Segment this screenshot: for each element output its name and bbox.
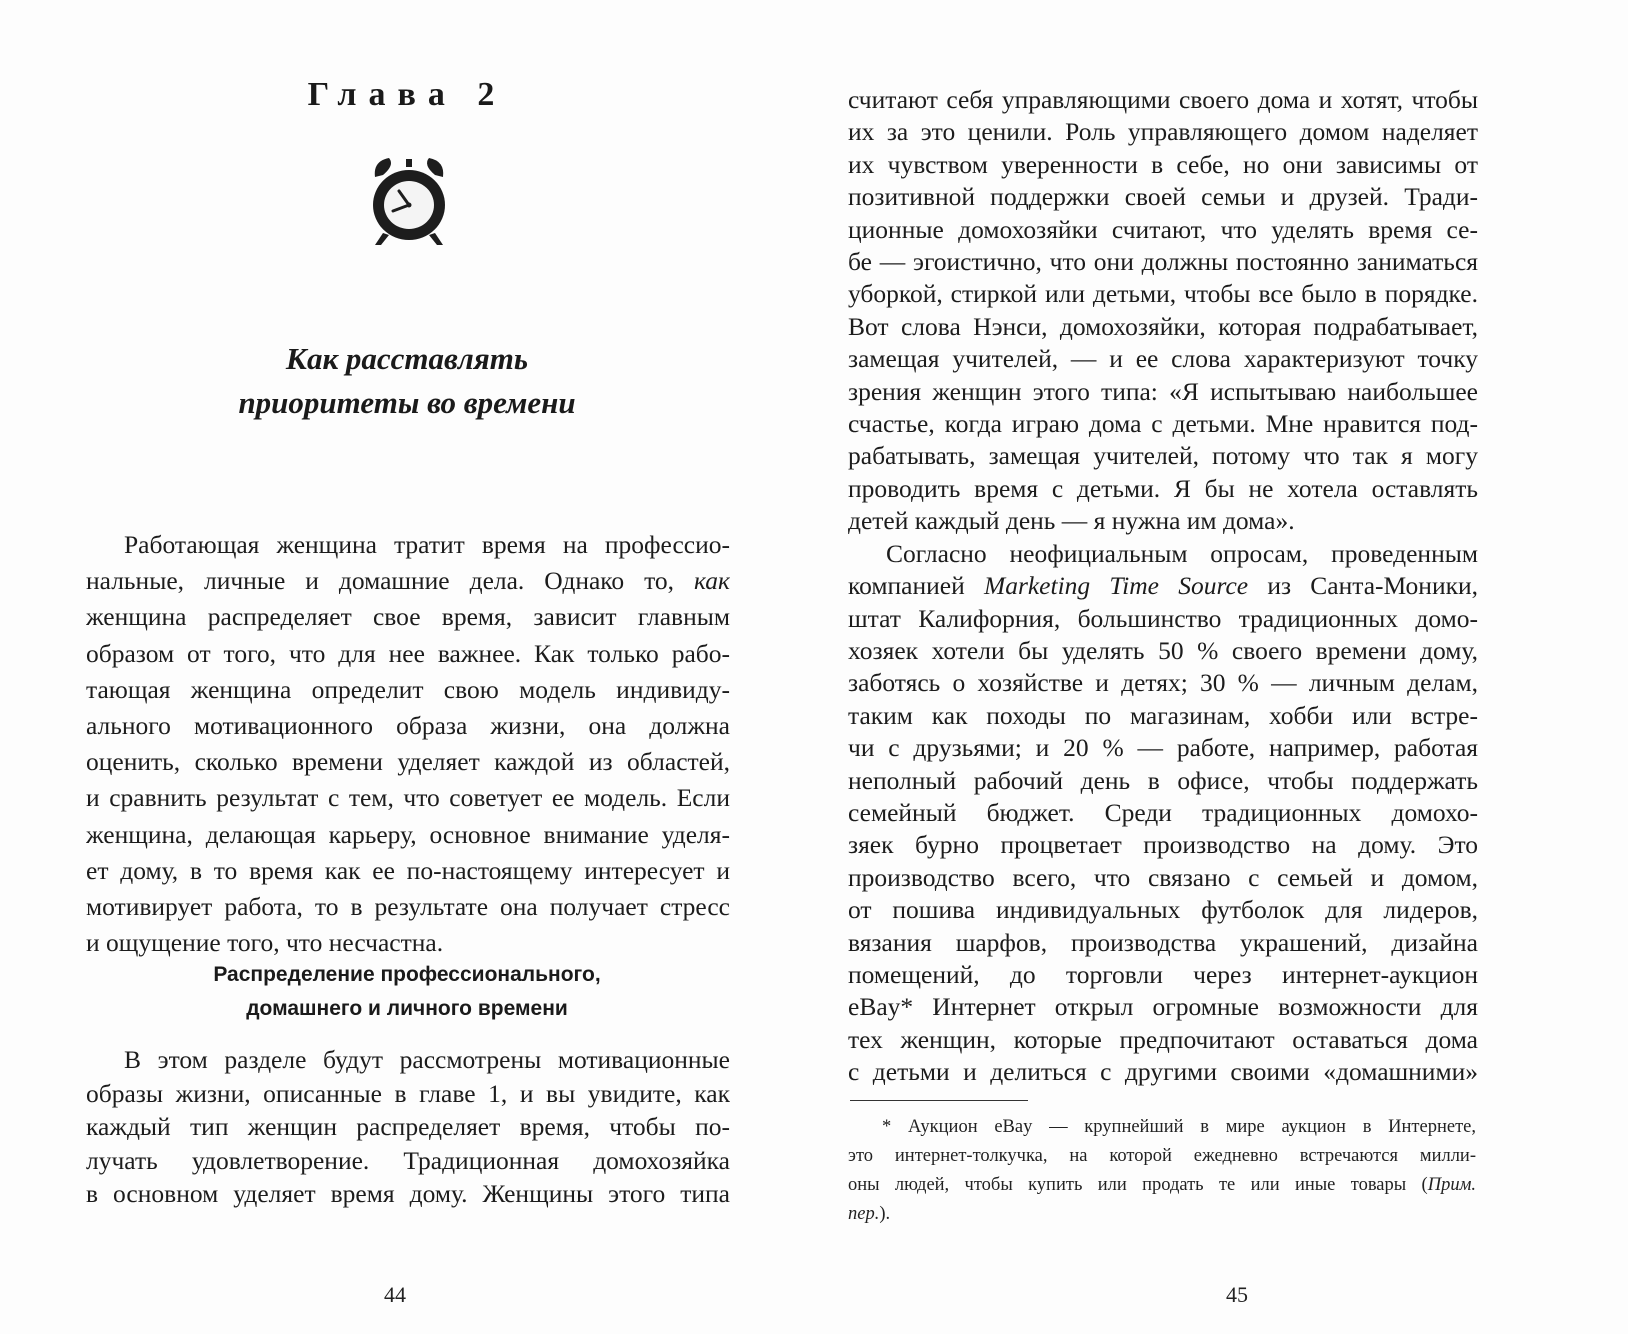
footnote-italic: Прим. (1427, 1175, 1476, 1195)
text-line: компанией Marketing Time Source из Санта-Моники, (848, 571, 1478, 601)
footnote-italic: пер. (848, 1204, 880, 1224)
text-line: тех женщин, которые предпочитают оставаться дома (848, 1024, 1478, 1054)
intro-paragraph (86, 527, 730, 961)
text-line: чи с друзьями; и 20 % — работе, например, работая (848, 733, 1478, 763)
text-line: хозяек хотели бы уделять 50 % своего времени дому, (848, 635, 1478, 665)
text-line: нальные, личные и домашние дела. Однако то, как (86, 566, 730, 596)
text-line: Вот слова Нэнси, домохозяйки, которая подрабатывает, (848, 311, 1478, 341)
text-line: позитивной поддержки своей семьи и друзей. Тради- (848, 182, 1478, 212)
text-line: заботясь о хозяйстве и детях; 30 % — личным делам, (848, 668, 1478, 698)
footnote-divider (850, 1100, 1028, 1101)
section-heading-line: домашнего и личного времени (246, 997, 568, 1020)
text-line: проводить время с детьми. Я бы не хотела оставлять (848, 473, 1478, 503)
alarm-clock-icon (369, 155, 449, 247)
footnote-line: это интернет-толкучка, на которой ежедневно встречаются милли- (848, 1146, 1476, 1166)
text-line: лучать удовлетворение. Традиционная домохозяйка (86, 1145, 730, 1175)
text-line: семейный бюджет. Среди традиционных домохо- (848, 797, 1478, 827)
text-line: их чувством уверенности в себе, но они зависимы от (848, 149, 1478, 179)
text-line: ет дому, в то время как ее по-настоящему интересует и (86, 855, 730, 885)
text-line: с детьми и делиться с другими своими «домашними» (848, 1057, 1478, 1087)
text-line: зрения женщин этого типа: «Я испытываю наибольшее (848, 376, 1478, 406)
text-line: рабатывать, замещая учителей, потому что так я могу (848, 441, 1478, 471)
subtitle-line: Как расставлять (285, 341, 529, 376)
section-heading (0, 958, 814, 1026)
right-page-text (848, 84, 1478, 1089)
text-line: тающая женщина определит свою модель индивиду- (86, 674, 730, 704)
text-line: считают себя управляющими своего дома и хотят, чтобы (848, 85, 1478, 114)
page-number: 44 (384, 1282, 406, 1307)
text-line: и сравнить результат с тем, что советует ее модель. Если (86, 783, 730, 813)
text-line: в основном уделяет время дому. Женщины этого типа (86, 1179, 730, 1209)
right-page (814, 0, 1628, 1334)
text-line: от пошива индивидуальных футболок для лидеров, (848, 895, 1478, 925)
text-line: мотивирует работа, то в результате она получает стресс (86, 892, 730, 922)
text-line: таким как походы по магазинам, хобби или встре- (848, 700, 1478, 730)
footnote-line: оны людей, чтобы купить или продать те или иные товары (Прим. (848, 1175, 1476, 1195)
text-line: Согласно неофициальным опросам, проведенным (886, 538, 1478, 568)
text-line: неполный рабочий день в офисе, чтобы поддержать (848, 765, 1478, 795)
text-line: и ощущение того, что несчастна. (86, 928, 444, 958)
chapter-title: Глава 2 (307, 76, 507, 113)
text-line: Работающая женщина тратит время на профессио- (124, 530, 730, 559)
text-line: В этом разделе будут рассмотрены мотивационные (124, 1045, 730, 1074)
text-line: eBay* Интернет открыл огромные возможности для (848, 992, 1478, 1022)
text-line: штат Калифорния, большинство традиционных домо- (848, 603, 1478, 633)
text-line: зяек бурно процветает производство на дому. Это (848, 830, 1478, 860)
text-line: помещений, до торговли через интернет-аукцион (848, 959, 1478, 989)
text-line: образы жизни, описанные в главе 1, и вы увидите, как (86, 1078, 730, 1108)
section-heading-line: Распределение профессионального, (213, 963, 601, 986)
text-line: образом от того, что для нее важнее. Как только рабо- (86, 638, 730, 668)
page-number: 45 (1226, 1282, 1248, 1307)
subtitle-line: приоритеты во времени (238, 385, 576, 420)
italic-word: как (694, 566, 730, 596)
footnote (848, 1113, 1476, 1229)
company-name: Marketing Time Source (983, 571, 1249, 601)
footnote-line: * Аукцион eBay — крупнейший в мире аукцион в Интернете, (882, 1117, 1476, 1137)
text-line: вязания шарфов, производства украшений, дизайна (848, 927, 1478, 957)
text-line: уборкой, стиркой или детьми, чтобы все было в порядке. (848, 279, 1478, 309)
text-line: счастье, когда играю дома с детьми. Мне нравится под- (848, 409, 1478, 439)
text-line: каждый тип женщин распределяет время, чтобы по- (86, 1112, 730, 1142)
text-line: ального мотивационного образа жизни, она должна (86, 711, 730, 741)
section-paragraph (86, 1043, 730, 1211)
chapter-subtitle (0, 337, 814, 425)
text-line: производство всего, что связано с семьей и домом, (848, 862, 1478, 892)
text-line: бе — эгоистично, что они должны постоянно заниматься (848, 247, 1478, 277)
text-line: женщина распределяет свое время, зависит главным (86, 602, 730, 632)
text-line: женщина, делающая карьеру, основное внимание уделя- (86, 819, 730, 849)
text-line: оценить, сколько времени уделяет каждой из областей, (86, 747, 730, 777)
text-line: ционные домохозяйки считают, что уделять время се- (848, 214, 1478, 244)
text-line: их за это ценили. Роль управляющего домом наделяет (848, 117, 1478, 147)
footnote-line: пер.). (848, 1204, 891, 1224)
text-line: детей каждый день — я нужна им дома». (848, 506, 1295, 536)
text-line: замещая учителей, — и ее слова характеризуют точку (848, 344, 1478, 374)
